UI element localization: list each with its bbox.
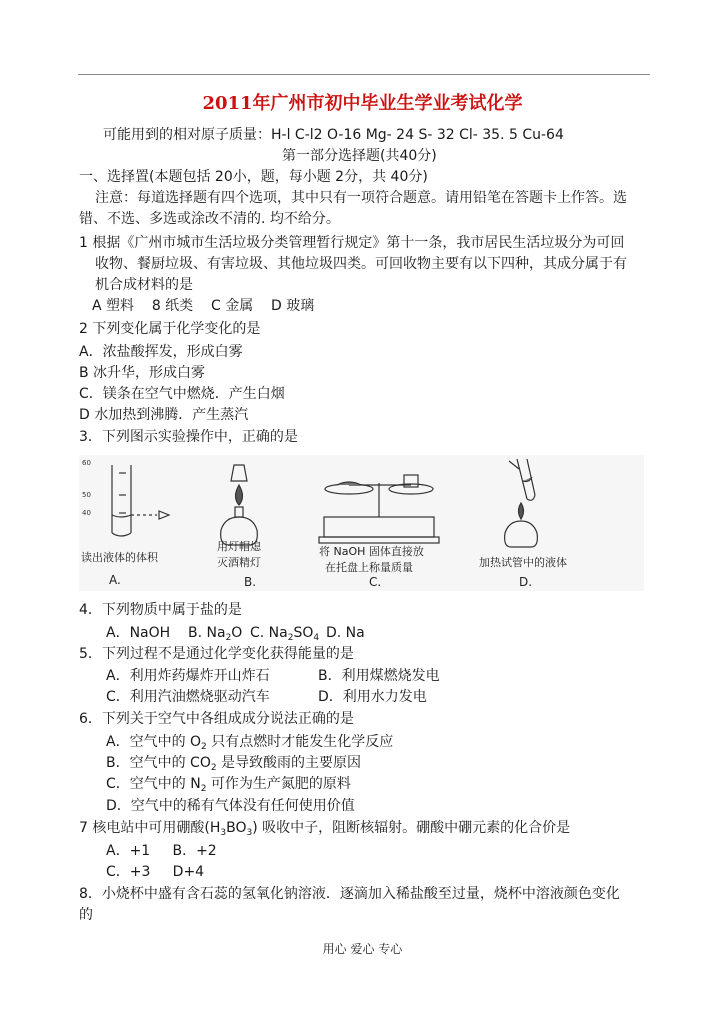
alcohol-lamp-icon (221, 465, 258, 545)
q7-options-ab: A．+1 B．+2 (106, 843, 217, 859)
q4-option-a: A．NaOH (106, 625, 171, 641)
q4-stem: 4．下列物质中属于盐的是 (79, 602, 242, 618)
eye-icon (159, 511, 169, 519)
note-line-1: 注意：每道选择题有四个选项，其中只有一项符合题意。请用铅笔在答题卡上作答。选 (95, 190, 627, 206)
q8-line-1: 8．小烧杯中盛有含石蕊的氢氧化钠溶液．逐滴加入稀盐酸至过量，烧杯中溶液颜色变化 (79, 886, 620, 902)
graduated-cylinder-icon (112, 465, 131, 536)
balance-scale-icon (319, 475, 439, 543)
note-line-2: 错、不选、多选或涂改不清的. 均不给分。 (79, 211, 340, 227)
q7-options-cd: C．+3 D+4 (106, 864, 205, 880)
q5-option-d: D．利用水力发电 (318, 689, 427, 705)
label-b: B. (244, 575, 257, 589)
q6-option-a: A．空气中的 $O_2$ 只有点燃时才能发生化学反应 (106, 734, 394, 752)
caption-b-2: 灭酒精灯 (217, 556, 261, 569)
q2-stem: 2 下列变化属于化学变化的是 (79, 321, 261, 337)
caption-a: 读出液体的体积 (81, 551, 158, 564)
q5-option-b: B．利用煤燃烧发电 (318, 668, 440, 684)
page-footer: 用心 爱心 专心 (322, 942, 403, 956)
q6-option-d: D．空气中的稀有气体没有任何使用价值 (106, 798, 355, 814)
atomic-masses: 可能用到的相对原子质量：H-l C-l2 O-16 Mg- 24 S- 32 Cl- 35. 5 Cu-64 (103, 127, 564, 143)
q1-line-3: 机合成材料的是 (95, 277, 193, 293)
header-rule (78, 74, 650, 75)
q2-option-d: D 水加热到沸腾．产生蒸汽 (79, 407, 249, 423)
q4-option-c: C. $Na_2SO_4$ (250, 625, 320, 643)
tick-60: 60 (82, 459, 91, 467)
q6-option-c: C．空气中的 $N_2$ 可作为生产氮肥的原料 (106, 776, 351, 794)
q6-option-b: B．空气中的 $CO_2$ 是导致酸雨的主要原因 (106, 755, 362, 773)
q4-option-d: D. Na (326, 625, 365, 641)
q6-stem: 6．下列关于空气中各组成成分说法正确的是 (79, 711, 354, 727)
caption-b-1: 用灯帽熄 (217, 540, 261, 553)
caption-d: 加热试管中的液体 (479, 556, 567, 569)
q1-options: A 塑料 8 纸类 C 金属 D 玻璃 (92, 298, 315, 314)
q5-stem: 5．下列过程不是通过化学变化获得能量的是 (79, 646, 354, 662)
q2-option-a: A．浓盐酸挥发，形成白雾 (79, 344, 243, 360)
q2-option-b: B 冰升华，形成白雾 (79, 365, 206, 381)
q5-option-a: A．利用炸药爆炸开山炸石 (106, 668, 270, 684)
label-c: C. (369, 575, 382, 589)
caption-c-1: 将 NaOH 固体直接放 (319, 545, 424, 558)
label-d: D. (519, 575, 533, 589)
heating-test-tube-icon (505, 459, 538, 547)
q8-line-2: 的 (79, 907, 93, 923)
section-heading: 一、选择置(本题包括 20小，题，每小题 2分，共 40分) (79, 169, 428, 185)
q1-line-1: 1 根据《广州市城市生活垃圾分类管理暂行规定》第十一条，我市居民生活垃圾分为可回 (79, 235, 625, 251)
lamp-cap-icon (231, 465, 247, 481)
q4-option-b: B. $Na_2O$ (188, 625, 243, 643)
tick-40: 40 (82, 509, 91, 517)
q3-stem: 3．下列图示实验操作中，正确的是 (79, 429, 298, 445)
q5-option-c: C．利用汽油燃烧驱动汽车 (106, 689, 270, 705)
caption-c-2: 在托盘上称量质量 (325, 561, 413, 574)
page-title: 2011年广州市初中毕业生学业考试化学 (202, 93, 523, 114)
q7-stem: 7 核电站中可用硼酸$(H_3BO_3)$ 吸收中子，阻断核辐射。硼酸中硼元素的化合价是 (79, 820, 571, 838)
label-a: A. (109, 573, 121, 587)
tick-50: 50 (82, 491, 91, 499)
part-heading: 第一部分选择题(共40分) (282, 148, 437, 164)
q1-line-2: 收物、餐厨垃圾、有害垃圾、其他垃圾四类。可回收物主要有以下四种，其成分属于有 (95, 256, 627, 272)
q3-figure (79, 455, 644, 591)
q2-option-c: C．镁条在空气中燃烧．产生白烟 (79, 386, 285, 402)
